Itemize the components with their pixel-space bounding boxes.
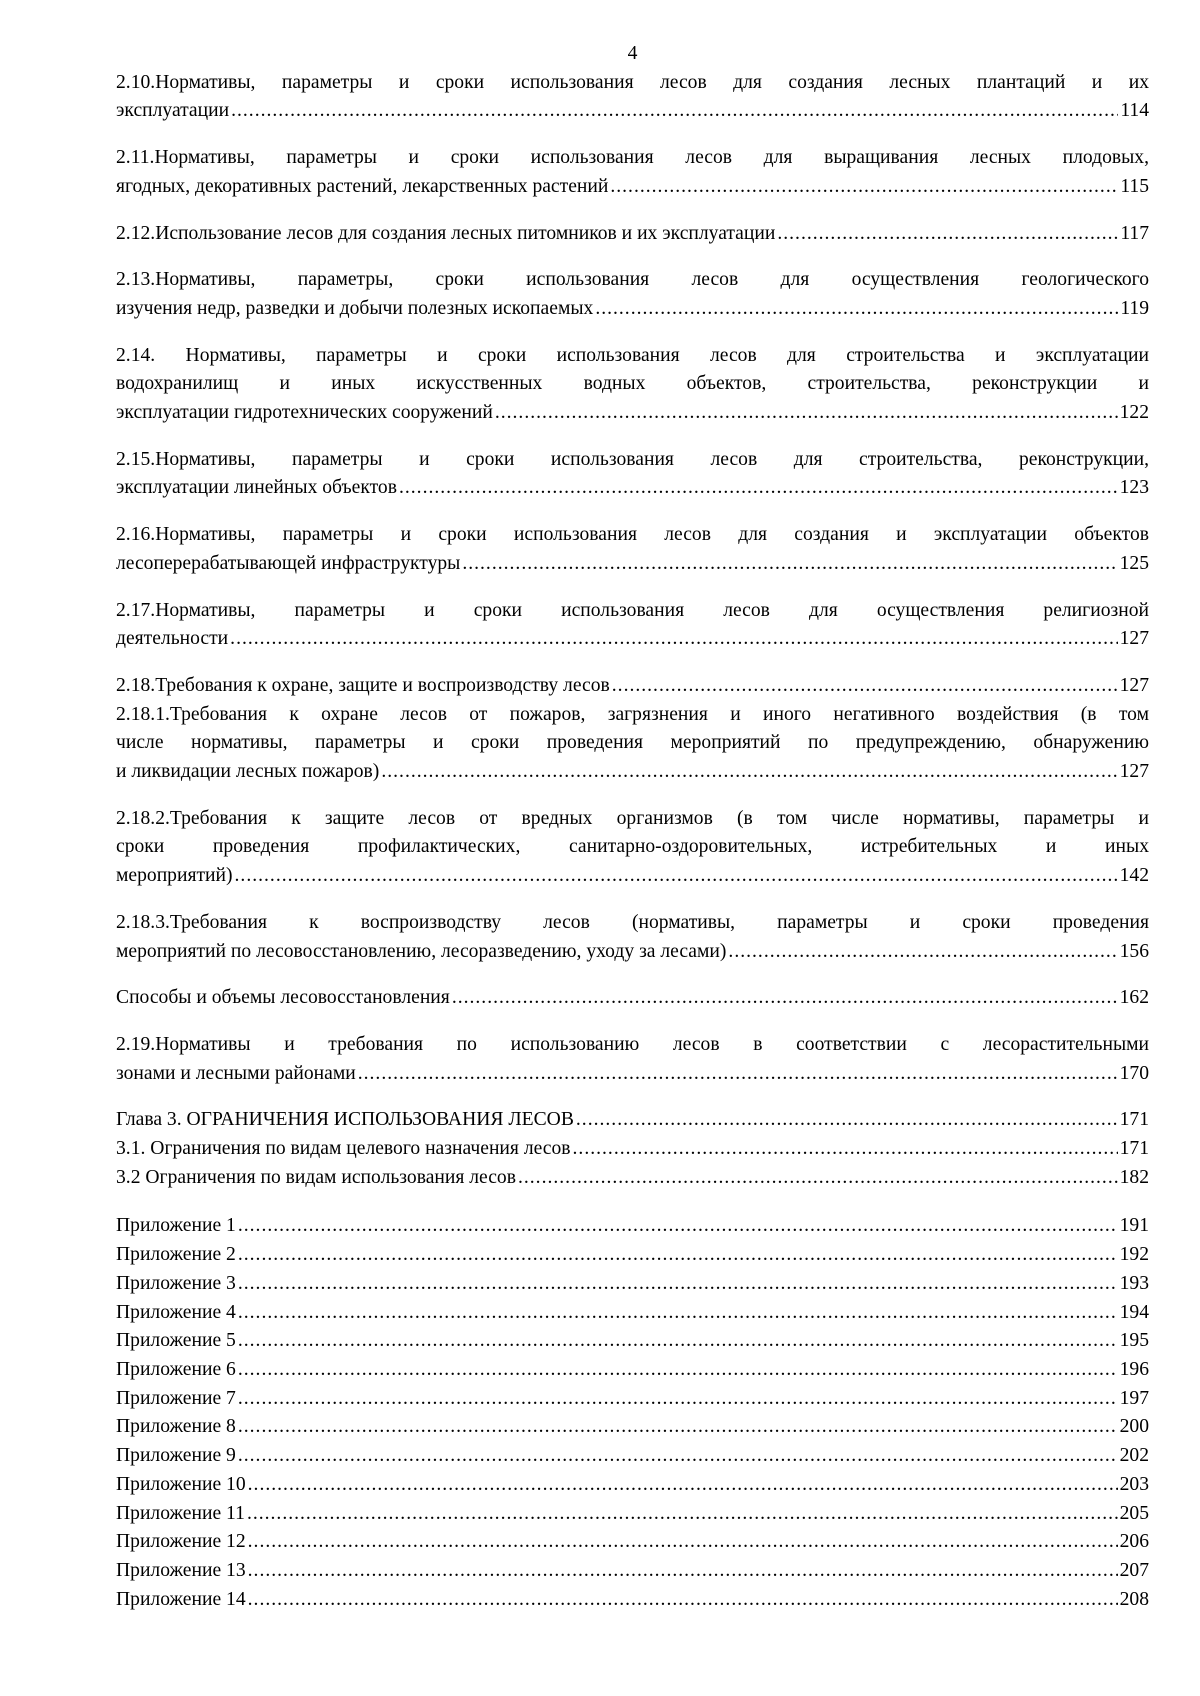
toc-entry-last-line: [116, 97, 1149, 126]
toc-entry-line: 2.18.1.Требования к охране лесов от пожаров, загрязнения и иного негативного воздействия (в том: [116, 703, 1149, 725]
dot-leader: [247, 1500, 1118, 1529]
toc-entry-last-line: [116, 173, 1149, 202]
toc-entry-last-line: [116, 1586, 1149, 1615]
page-number: 4: [627, 43, 638, 64]
toc-entry: [116, 1031, 1149, 1088]
toc-entry-page-number: 142: [1119, 865, 1149, 887]
toc-entry-page-number: 162: [1119, 987, 1149, 1009]
toc-entry-title: Приложение 10: [116, 1473, 246, 1495]
toc-entry: [116, 266, 1149, 323]
toc-entry-line: 2.11.Нормативы, параметры и сроки использования лесов для выращивания лесных плодовых,: [116, 147, 1149, 169]
toc-entry-page-number: 193: [1119, 1272, 1149, 1294]
toc-entry: [116, 1442, 1149, 1471]
toc-entry-title: Приложение 9: [116, 1445, 236, 1467]
toc-entry-title: 3.2 Ограничения по видам использования лесов: [116, 1166, 516, 1188]
toc-entry-line: 2.15.Нормативы, параметры и сроки использования лесов для строительства, реконструкции,: [116, 448, 1149, 470]
dot-leader: [230, 625, 1117, 654]
dot-leader: [573, 1135, 1118, 1164]
dot-leader: [381, 758, 1117, 787]
toc-entry-page-number: 171: [1119, 1109, 1149, 1131]
dot-leader: [248, 1471, 1118, 1500]
toc-entry-page-number: 127: [1119, 628, 1149, 650]
toc-entry-title: Приложение 2: [116, 1244, 236, 1266]
toc-entry: [116, 1413, 1149, 1442]
toc-entry-last-line: [116, 1060, 1149, 1089]
toc-entry-title: Приложение 11: [116, 1502, 245, 1524]
toc-entry-title: и ликвидации лесных пожаров): [116, 761, 380, 783]
toc-entry-title: Приложение 4: [116, 1301, 236, 1323]
toc-entry-title: деятельности: [116, 628, 229, 650]
toc-entry: [116, 1557, 1149, 1586]
toc-entry-line: 2.14. Нормативы, параметры и сроки использования лесов для строительства и эксплуатации: [116, 344, 1149, 366]
toc-entry-last-line: [116, 758, 1149, 787]
toc-entry-last-line: [116, 1270, 1149, 1299]
toc-entry-title: Способы и объемы лесовосстановления: [116, 987, 450, 1009]
toc-entry: [116, 984, 1149, 1013]
toc-entry-line: водохранилищ и иных искусственных водных объектов, строительства, реконструкции и: [116, 373, 1149, 395]
toc-entry: [116, 1327, 1149, 1356]
toc-entry-page-number: 122: [1119, 402, 1149, 424]
toc-entry-last-line: [116, 1442, 1149, 1471]
toc-entry-page-number: 196: [1119, 1359, 1149, 1380]
dot-leader: [238, 1327, 1118, 1356]
toc-entry-title: мероприятий по лесовосстановлению, лесоразведению, уходу за лесами): [116, 940, 727, 962]
toc-entry-last-line: [116, 1135, 1149, 1164]
toc-entry-page-number: 156: [1119, 940, 1149, 962]
toc-entry-page-number: 195: [1119, 1330, 1149, 1352]
toc-entry-page-number: 207: [1119, 1559, 1149, 1581]
toc-entry-title: Приложение 7: [116, 1387, 236, 1409]
toc-entry-title: эксплуатации гидротехнических сооружений: [116, 402, 493, 424]
toc-entry-title: ягодных, декоративных растений, лекарственных растений: [116, 175, 609, 197]
dot-leader: [248, 1586, 1118, 1615]
table-of-contents: [116, 69, 1149, 1615]
toc-entry-page-number: 117: [1120, 222, 1149, 244]
toc-entry-line: сроки проведения профилактических, санитарно-оздоровительных, истребительных и иных: [116, 836, 1149, 858]
dot-leader: [231, 97, 1118, 126]
toc-entry-last-line: [116, 1557, 1149, 1586]
toc-entry: [116, 597, 1149, 654]
toc-entry: [116, 1270, 1149, 1299]
toc-entry-title: мероприятий): [116, 865, 233, 887]
dot-leader: [576, 1106, 1118, 1135]
toc-entry-line: 2.18.3.Требования к воспроизводству лесов (нормативы, параметры и сроки проведения: [116, 911, 1149, 933]
toc-entry-page-number: 202: [1119, 1445, 1149, 1467]
toc-entry-title: 2.12.Использование лесов для создания лесных питомников и их эксплуатации: [116, 222, 776, 244]
toc-entry-last-line: [116, 474, 1149, 503]
toc-entry-page-number: 182: [1119, 1166, 1149, 1188]
toc-entry-last-line: [116, 1413, 1149, 1442]
dot-leader: [518, 1164, 1118, 1193]
toc-entry: [116, 1385, 1149, 1414]
toc-entry-title: Приложение 6: [116, 1359, 236, 1380]
toc-entry-line: 2.10.Нормативы, параметры и сроки использования лесов для создания лесных плантаций и их: [116, 71, 1149, 93]
toc-entry-title: эксплуатации линейных объектов: [116, 477, 397, 499]
dot-leader: [462, 550, 1117, 579]
toc-entry: [116, 69, 1149, 126]
toc-entry-last-line: [116, 1164, 1149, 1193]
toc-entry: [116, 672, 1149, 701]
toc-entry-title: изучения недр, разведки и добычи полезных ископаемых: [116, 297, 594, 319]
toc-entry-last-line: [116, 938, 1149, 967]
toc-entry: [116, 1528, 1149, 1557]
toc-entry-last-line: [116, 550, 1149, 579]
dot-leader: [728, 938, 1117, 967]
toc-entry-last-line: [116, 1212, 1149, 1241]
toc-entry-last-line: [116, 1471, 1149, 1500]
toc-entry-last-line: [116, 1106, 1149, 1135]
toc-entry-line: 2.16.Нормативы, параметры и сроки использования лесов для создания и эксплуатации объектов: [116, 524, 1149, 546]
toc-entry-page-number: 200: [1119, 1416, 1149, 1438]
toc-entry-last-line: [116, 220, 1149, 249]
dot-leader: [777, 220, 1118, 249]
toc-entry-title: Приложение 5: [116, 1330, 236, 1352]
dot-leader: [248, 1528, 1118, 1557]
dot-leader: [238, 1270, 1118, 1299]
toc-entry: [116, 446, 1149, 503]
dot-leader: [610, 173, 1118, 202]
toc-entry-title: 2.18.Требования к охране, защите и воспроизводству лесов: [116, 674, 610, 696]
dot-leader: [238, 1385, 1118, 1414]
toc-entry: [116, 1164, 1149, 1193]
toc-entry: [116, 1212, 1149, 1241]
toc-entry: [116, 1586, 1149, 1615]
toc-entry-last-line: [116, 1241, 1149, 1270]
toc-entry-line: 2.17.Нормативы, параметры и сроки использования лесов для осуществления религиозной: [116, 599, 1149, 621]
toc-entry-last-line: [116, 295, 1149, 324]
toc-entry-line: 2.18.2.Требования к защите лесов от вредных организмов (в том числе нормативы, параметры и: [116, 807, 1149, 829]
toc-entry: [116, 1500, 1149, 1529]
toc-entry-last-line: [116, 672, 1149, 701]
toc-entry: [116, 1356, 1149, 1385]
toc-entry-page-number: 197: [1119, 1387, 1149, 1409]
dot-leader: [238, 1241, 1118, 1270]
toc-entry-page-number: 192: [1119, 1244, 1149, 1266]
toc-entry-page-number: 114: [1120, 100, 1149, 122]
dot-leader: [399, 474, 1118, 503]
toc-entry-title: Приложение 12: [116, 1531, 246, 1553]
toc-entry: [116, 1299, 1149, 1328]
toc-entry-title: Приложение 1: [116, 1215, 236, 1237]
dot-leader: [238, 1212, 1118, 1241]
toc-entry-title: зонами и лесными районами: [116, 1062, 356, 1084]
toc-entry: [116, 805, 1149, 891]
toc-entry: [116, 144, 1149, 201]
toc-entry-last-line: [116, 984, 1149, 1013]
dot-leader: [238, 1299, 1118, 1328]
document-page: [116, 40, 1149, 1614]
dot-leader: [238, 1413, 1118, 1442]
toc-entry: [116, 220, 1149, 249]
toc-entry-page-number: 191: [1119, 1215, 1149, 1237]
toc-entry: [116, 701, 1149, 787]
toc-entry-page-number: 171: [1119, 1138, 1149, 1160]
toc-entry: [116, 342, 1149, 428]
toc-entry-last-line: [116, 1299, 1149, 1328]
dot-leader: [248, 1557, 1118, 1586]
dot-leader: [235, 862, 1118, 891]
toc-entry-last-line: [116, 1356, 1149, 1385]
toc-entry-last-line: [116, 1500, 1149, 1529]
dot-leader: [612, 672, 1118, 701]
toc-entry-last-line: [116, 1385, 1149, 1414]
dot-leader: [495, 399, 1118, 428]
toc-entry-title: 3.1. Ограничения по видам целевого назначения лесов: [116, 1138, 571, 1160]
toc-entry-page-number: 205: [1119, 1502, 1149, 1524]
toc-entry-title: Приложение 14: [116, 1588, 246, 1610]
dot-leader: [238, 1442, 1118, 1471]
toc-entry-page-number: 206: [1119, 1531, 1149, 1553]
toc-entry-last-line: [116, 862, 1149, 891]
toc-entry: [116, 1135, 1149, 1164]
toc-entry-title: Глава 3. ОГРАНИЧЕНИЯ ИСПОЛЬЗОВАНИЯ ЛЕСОВ: [116, 1109, 574, 1131]
toc-entry-page-number: 127: [1119, 674, 1149, 696]
toc-entry-page-number: 194: [1119, 1301, 1149, 1323]
toc-entry-page-number: 123: [1119, 477, 1149, 499]
toc-entry-page-number: 203: [1119, 1473, 1149, 1495]
toc-entry: [116, 1106, 1149, 1135]
toc-entry: [116, 521, 1149, 578]
toc-entry-line: числе нормативы, параметры и сроки проведения мероприятий по предупреждению, обнаружению: [116, 732, 1149, 754]
toc-entry-last-line: [116, 1327, 1149, 1356]
toc-entry-page-number: 125: [1119, 552, 1149, 574]
dot-leader: [595, 295, 1118, 324]
toc-entry-line: 2.13.Нормативы, параметры, сроки использования лесов для осуществления геологического: [116, 269, 1149, 291]
toc-entry-last-line: [116, 625, 1149, 654]
toc-entry-last-line: [116, 399, 1149, 428]
toc-entry: [116, 909, 1149, 966]
toc-entry-last-line: [116, 1528, 1149, 1557]
toc-entry-page-number: 208: [1119, 1588, 1149, 1610]
toc-entry-page-number: 127: [1119, 761, 1149, 783]
toc-entry-title: лесоперерабатывающей инфраструктуры: [116, 552, 461, 574]
toc-entry: [116, 1471, 1149, 1500]
toc-entry-page-number: 170: [1119, 1062, 1149, 1084]
toc-entry-title: Приложение 8: [116, 1416, 236, 1438]
toc-entry: [116, 1241, 1149, 1270]
toc-entry-title: Приложение 3: [116, 1272, 236, 1294]
dot-leader: [358, 1060, 1118, 1089]
toc-entry-title: Приложение 13: [116, 1559, 246, 1581]
dot-leader: [452, 984, 1118, 1013]
toc-entry-line: 2.19.Нормативы и требования по использованию лесов в соответствии с лесорастительными: [116, 1033, 1149, 1055]
dot-leader: [238, 1356, 1118, 1385]
toc-entry-title: эксплуатации: [116, 100, 230, 122]
toc-entry-page-number: 115: [1120, 175, 1149, 197]
toc-entry-page-number: 119: [1120, 297, 1149, 319]
